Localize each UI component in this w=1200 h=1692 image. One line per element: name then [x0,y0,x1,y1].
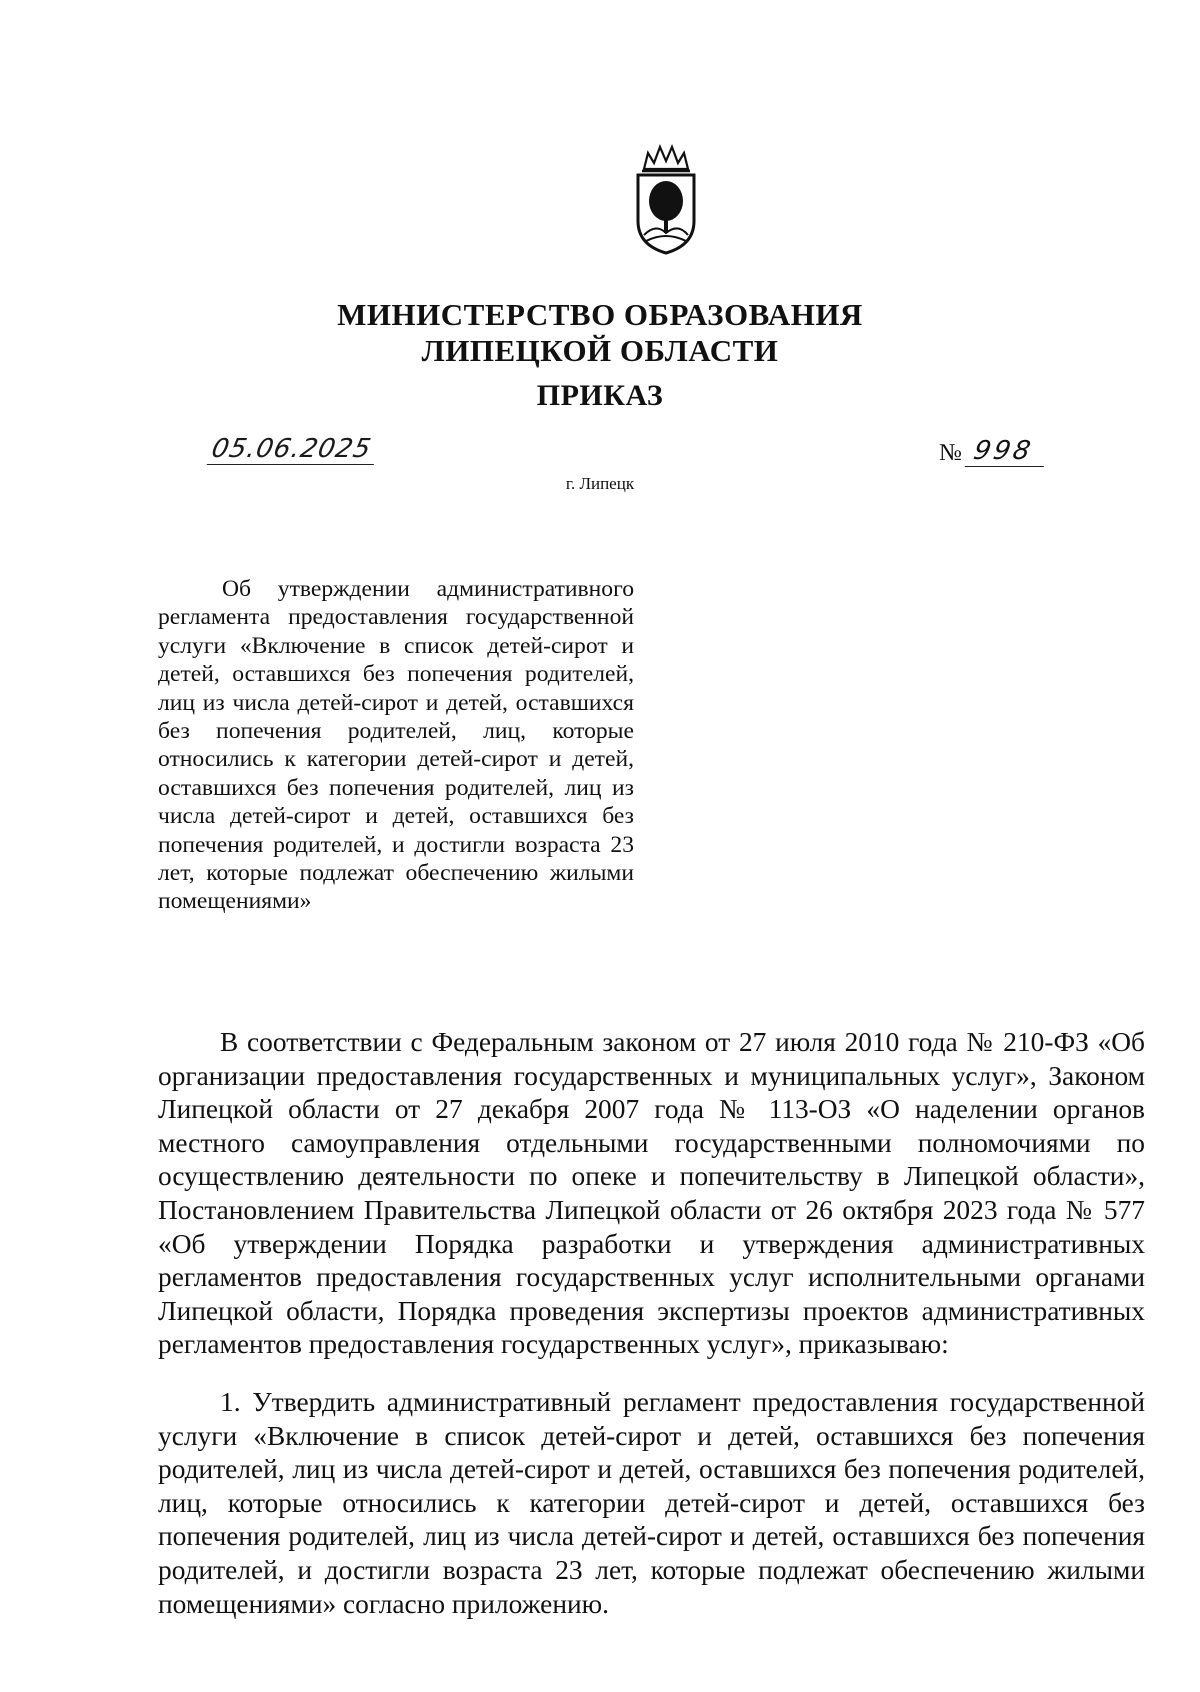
document-subject [158,575,634,916]
document-date: 05.06.2025 [207,434,380,465]
organization-name-line1: МИНИСТЕРСТВО ОБРАЗОВАНИЯ [337,297,863,332]
city-label: г. Липецк [565,474,635,493]
number-value: 998 [965,436,1050,467]
coat-of-arms-icon [632,143,700,255]
number-sign: № [939,440,962,466]
body-paragraph-1: В соответствии с Федеральным законом от 27 июля 2010 года № 210-ФЗ «Об организации предоставления государственных и муниципальных услуг», Законом Липецкой области от 27 декабря 2007 года № 113-ОЗ «О наделении органов местного самоуправления отдельными государственными полномочиями по осуществлению деятельности по опеке и попечительству в Липецкой области», Постановлением Правительства Липецкой области от 26 октября 2023 года № 577 «Об утверждении Порядка разработки и утверждения административных регламентов предоставления государственных услуг исполнительными органами Липецкой области, Порядка проведения экспертизы проектов административных регламентов предоставления государственных услуг», приказываю: [158,1027,1145,1360]
body-paragraph-2: 1. Утвердить административный регламент предоставления государственной услуги «Включение в список детей-сирот и детей, оставшихся без попечения родителей, лиц из числа детей-сирот и детей, оставшихся без попечения родителей, лиц, которые относились к категории детей-сирот и детей, оставшихся без попечения родителей, лиц из числа детей-сирот и детей, оставшихся без попечения родителей, и достигли возраста 23 лет, которые подлежат обеспечению жилыми помещениями» согласно приложению. [158,1387,1145,1619]
organization-name-line2: ЛИПЕЦКОЙ ОБЛАСТИ [421,333,779,368]
document-number [939,436,1047,467]
subject-text: Об утверждении административного регламента предоставления государственной услуги «Включение в список детей-сирот и детей, оставшихся без попечения родителей, лиц из числа детей-сирот и детей, оставшихся без попечения родителей, лиц, которые относились к категории детей-сирот и детей, оставшихся без попечения родителей, лиц из числа детей-сирот и детей, оставшихся без попечения родителей, и достигли возраста 23 лет, которые подлежат обеспечению жилыми помещениями» [158,576,634,915]
document-type: ПРИКАЗ [536,379,664,412]
